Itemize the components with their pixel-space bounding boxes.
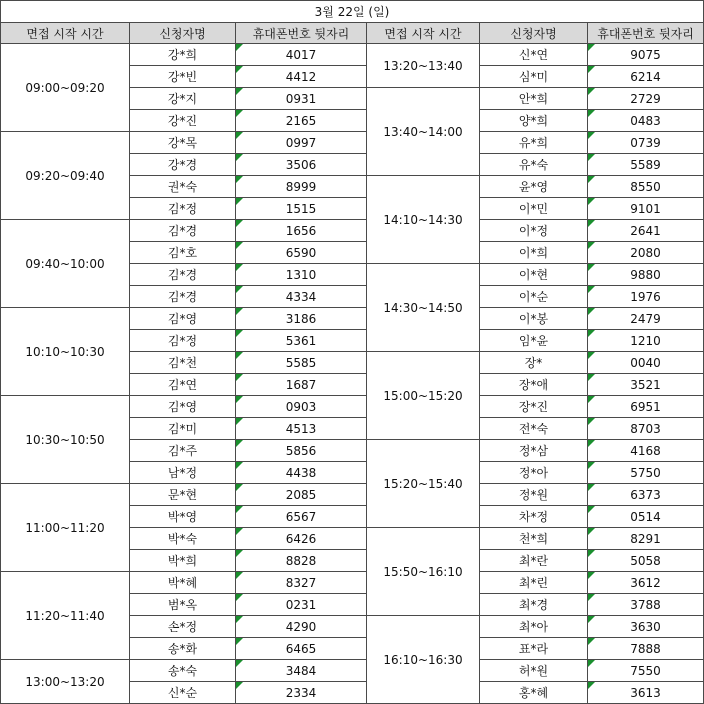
left-applicant-name: 김*호 [130,242,236,264]
left-phone-digits: 4290 [236,616,367,638]
right-applicant-name: 심*미 [480,66,588,88]
left-phone-digits: 6465 [236,638,367,660]
left-applicant-name: 김*천 [130,352,236,374]
right-applicant-name: 장* [480,352,588,374]
right-applicant-name: 이*정 [480,220,588,242]
left-phone-digits: 3484 [236,660,367,682]
right-phone-digits: 6373 [588,484,704,506]
left-phone-digits: 8999 [236,176,367,198]
right-applicant-name: 이*봉 [480,308,588,330]
left-applicant-name: 강*지 [130,88,236,110]
right-time-slot: 14:30~14:50 [367,264,480,352]
right-applicant-name: 전*숙 [480,418,588,440]
right-phone-digits: 6951 [588,396,704,418]
right-applicant-name: 양*희 [480,110,588,132]
left-applicant-name: 김*영 [130,308,236,330]
right-phone-digits: 2080 [588,242,704,264]
right-applicant-name: 최*린 [480,572,588,594]
header-right-time: 면접 시작 시간 [367,23,480,44]
table-row [1,132,704,154]
right-applicant-name: 임*윤 [480,330,588,352]
right-phone-digits: 3788 [588,594,704,616]
header-left-phone: 휴대폰번호 뒷자리 [236,23,367,44]
right-phone-digits: 2641 [588,220,704,242]
right-phone-digits: 3613 [588,682,704,704]
left-time-slot: 09:20~09:40 [1,132,130,220]
left-phone-digits: 6590 [236,242,367,264]
left-time-slot: 11:20~11:40 [1,572,130,660]
header-left-time: 면접 시작 시간 [1,23,130,44]
right-time-slot: 15:20~15:40 [367,440,480,528]
right-phone-digits: 3630 [588,616,704,638]
right-applicant-name: 최*아 [480,616,588,638]
right-phone-digits: 7888 [588,638,704,660]
left-applicant-name: 김*경 [130,264,236,286]
left-time-slot: 09:00~09:20 [1,44,130,132]
right-phone-digits: 9101 [588,198,704,220]
right-applicant-name: 장*진 [480,396,588,418]
left-phone-digits: 0231 [236,594,367,616]
right-time-slot: 13:20~13:40 [367,44,480,88]
left-phone-digits: 0997 [236,132,367,154]
right-phone-digits: 8291 [588,528,704,550]
left-applicant-name: 김*연 [130,374,236,396]
right-phone-digits: 7550 [588,660,704,682]
table-row [1,220,704,242]
right-phone-digits: 5058 [588,550,704,572]
left-applicant-name: 박*혜 [130,572,236,594]
right-applicant-name: 이*희 [480,242,588,264]
left-phone-digits: 4412 [236,66,367,88]
left-time-slot: 09:40~10:00 [1,220,130,308]
left-phone-digits: 1687 [236,374,367,396]
right-applicant-name: 안*희 [480,88,588,110]
right-phone-digits: 1976 [588,286,704,308]
right-applicant-name: 표*라 [480,638,588,660]
right-phone-digits: 9880 [588,264,704,286]
right-applicant-name: 최*경 [480,594,588,616]
left-applicant-name: 김*영 [130,396,236,418]
right-applicant-name: 정*원 [480,484,588,506]
schedule-body [1,44,704,704]
right-phone-digits: 8550 [588,176,704,198]
right-phone-digits: 5589 [588,154,704,176]
left-applicant-name: 박*숙 [130,528,236,550]
left-applicant-name: 범*옥 [130,594,236,616]
right-applicant-name: 허*원 [480,660,588,682]
left-phone-digits: 2085 [236,484,367,506]
table-row [1,484,704,506]
left-applicant-name: 권*숙 [130,176,236,198]
header-right-phone: 휴대폰번호 뒷자리 [588,23,704,44]
left-applicant-name: 박*희 [130,550,236,572]
right-time-slot: 16:10~16:30 [367,616,480,704]
right-phone-digits: 0514 [588,506,704,528]
left-applicant-name: 강*빈 [130,66,236,88]
left-applicant-name: 강*희 [130,44,236,66]
right-phone-digits: 0040 [588,352,704,374]
left-applicant-name: 문*현 [130,484,236,506]
right-phone-digits: 0739 [588,132,704,154]
left-phone-digits: 4438 [236,462,367,484]
left-phone-digits: 0931 [236,88,367,110]
left-phone-digits: 5856 [236,440,367,462]
left-applicant-name: 송*숙 [130,660,236,682]
left-applicant-name: 손*정 [130,616,236,638]
right-applicant-name: 이*순 [480,286,588,308]
left-applicant-name: 송*화 [130,638,236,660]
left-phone-digits: 4017 [236,44,367,66]
right-time-slot: 15:00~15:20 [367,352,480,440]
right-applicant-name: 윤*영 [480,176,588,198]
right-phone-digits: 9075 [588,44,704,66]
right-phone-digits: 5750 [588,462,704,484]
left-phone-digits: 1310 [236,264,367,286]
left-phone-digits: 1515 [236,198,367,220]
left-applicant-name: 남*정 [130,462,236,484]
right-phone-digits: 2729 [588,88,704,110]
left-applicant-name: 신*순 [130,682,236,704]
right-applicant-name: 정*삼 [480,440,588,462]
left-phone-digits: 6567 [236,506,367,528]
left-applicant-name: 김*주 [130,440,236,462]
right-phone-digits: 3521 [588,374,704,396]
left-applicant-name: 김*정 [130,198,236,220]
right-applicant-name: 장*애 [480,374,588,396]
left-phone-digits: 3186 [236,308,367,330]
left-phone-digits: 0903 [236,396,367,418]
left-phone-digits: 4334 [236,286,367,308]
left-applicant-name: 박*영 [130,506,236,528]
left-phone-digits: 5585 [236,352,367,374]
right-phone-digits: 4168 [588,440,704,462]
left-phone-digits: 2165 [236,110,367,132]
header-left-name: 신청자명 [130,23,236,44]
left-phone-digits: 8327 [236,572,367,594]
right-time-slot: 13:40~14:00 [367,88,480,176]
left-time-slot: 13:00~13:20 [1,660,130,704]
right-applicant-name: 유*숙 [480,154,588,176]
left-phone-digits: 3506 [236,154,367,176]
right-phone-digits: 1210 [588,330,704,352]
left-applicant-name: 김*정 [130,330,236,352]
left-phone-digits: 2334 [236,682,367,704]
table-row [1,572,704,594]
right-applicant-name: 최*란 [480,550,588,572]
left-time-slot: 10:30~10:50 [1,396,130,484]
right-phone-digits: 0483 [588,110,704,132]
right-applicant-name: 유*희 [480,132,588,154]
left-phone-digits: 6426 [236,528,367,550]
right-applicant-name: 차*정 [480,506,588,528]
left-phone-digits: 8828 [236,550,367,572]
right-applicant-name: 천*희 [480,528,588,550]
right-phone-digits: 2479 [588,308,704,330]
table-row [1,44,704,66]
right-applicant-name: 신*연 [480,44,588,66]
right-applicant-name: 홍*혜 [480,682,588,704]
left-applicant-name: 강*경 [130,154,236,176]
right-applicant-name: 정*아 [480,462,588,484]
table-row [1,396,704,418]
left-time-slot: 10:10~10:30 [1,308,130,396]
right-phone-digits: 3612 [588,572,704,594]
table-row [1,660,704,682]
table-title: 3월 22일 (일) [1,1,704,23]
left-applicant-name: 강*진 [130,110,236,132]
right-time-slot: 14:10~14:30 [367,176,480,264]
right-phone-digits: 8703 [588,418,704,440]
left-phone-digits: 4513 [236,418,367,440]
left-phone-digits: 5361 [236,330,367,352]
right-applicant-name: 이*현 [480,264,588,286]
left-time-slot: 11:00~11:20 [1,484,130,572]
right-applicant-name: 이*민 [480,198,588,220]
table-row [1,308,704,330]
right-phone-digits: 6214 [588,66,704,88]
left-applicant-name: 김*경 [130,220,236,242]
right-time-slot: 15:50~16:10 [367,528,480,616]
left-applicant-name: 김*경 [130,286,236,308]
header-right-name: 신청자명 [480,23,588,44]
left-phone-digits: 1656 [236,220,367,242]
left-applicant-name: 강*목 [130,132,236,154]
left-applicant-name: 김*미 [130,418,236,440]
